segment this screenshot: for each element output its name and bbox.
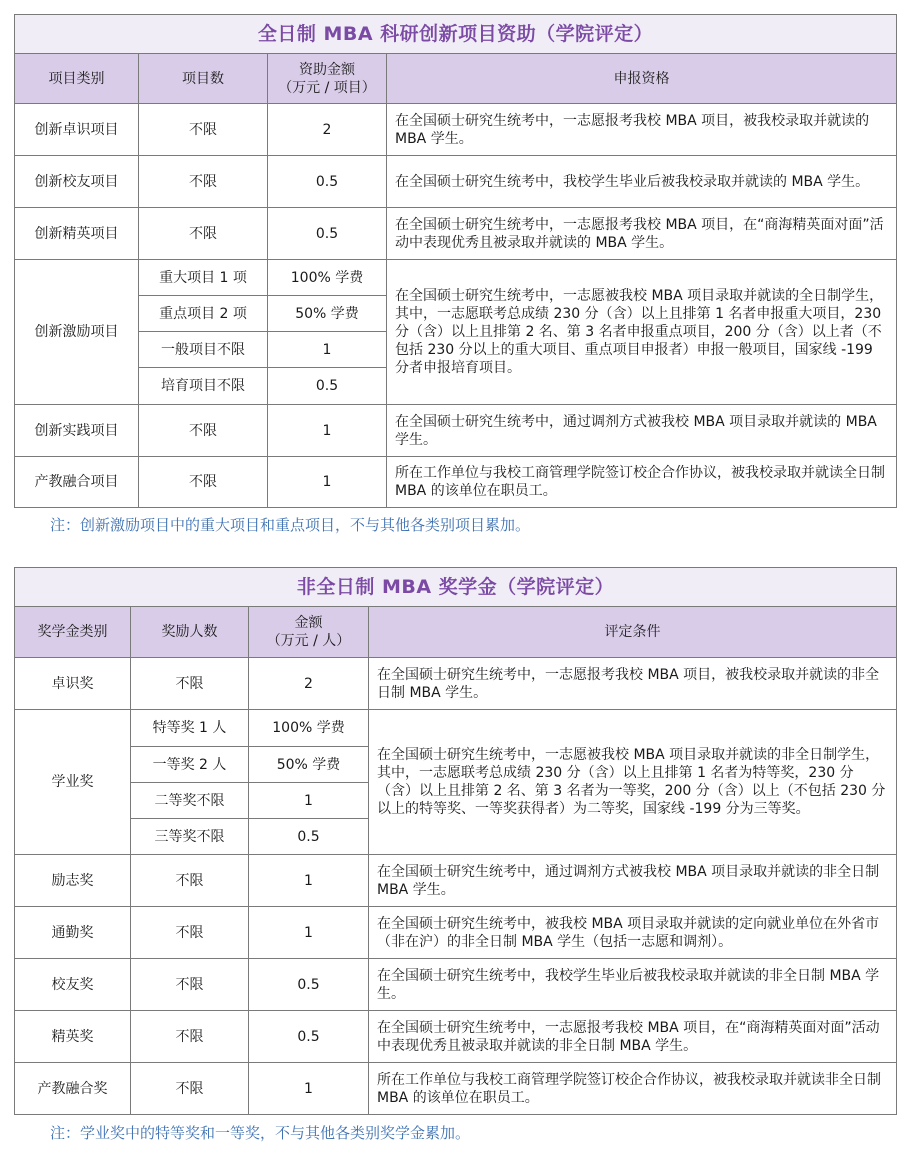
row-count: 不限 bbox=[131, 1011, 249, 1063]
table-row bbox=[15, 855, 897, 907]
row-qualification: 在全国硕士研究生统考中，我校学生毕业后被我校录取并就读的 MBA 学生。 bbox=[387, 156, 897, 208]
table-row bbox=[15, 208, 897, 260]
table1-title: 全日制 MBA 科研创新项目资助（学院评定） bbox=[15, 15, 897, 54]
row-amount: 2 bbox=[268, 104, 387, 156]
table2-header-amount: 金额 （万元 / 人） bbox=[249, 607, 369, 658]
row-category: 创新精英项目 bbox=[15, 208, 139, 260]
row-amount: 0.5 bbox=[268, 208, 387, 260]
row-count: 不限 bbox=[131, 658, 249, 710]
row-qualification: 在全国硕士研究生统考中，通过调剂方式被我校 MBA 项目录取并就读的 MBA 学生。 bbox=[387, 405, 897, 457]
row-qualification: 在全国硕士研究生统考中，一志愿报考我校 MBA 项目，被我校录取并就读的 MBA 学生。 bbox=[387, 104, 897, 156]
row-category: 产教融合奖 bbox=[15, 1063, 131, 1115]
row-amount: 100% 学费 bbox=[268, 260, 387, 296]
row-category: 通勤奖 bbox=[15, 907, 131, 959]
row-count: 不限 bbox=[131, 959, 249, 1011]
row-amount: 2 bbox=[249, 658, 369, 710]
row-category: 创新实践项目 bbox=[15, 405, 139, 457]
row-category: 创新卓识项目 bbox=[15, 104, 139, 156]
table2-header-count: 奖励人数 bbox=[131, 607, 249, 658]
row-count: 重点项目 2 项 bbox=[139, 296, 268, 332]
table-row bbox=[15, 405, 897, 457]
row-count: 一等奖 2 人 bbox=[131, 747, 249, 783]
table1-header-qualification: 申报资格 bbox=[387, 54, 897, 104]
table1-header-amount: 资助金额 （万元 / 项目） bbox=[268, 54, 387, 104]
row-count: 三等奖不限 bbox=[131, 819, 249, 855]
row-amount: 1 bbox=[249, 783, 369, 819]
table-row bbox=[15, 260, 897, 296]
row-count: 不限 bbox=[131, 855, 249, 907]
row-condition: 在全国硕士研究生统考中，一志愿被我校 MBA 项目录取并就读的非全日制学生，其中，一志愿联考总成绩 230 分（含）以上且排第 1 名者为特等奖，230 分（含）以上且排第 2 名、第 3 名者为一等奖，200 分（含）以上（不包括 230 分以上的特等奖、一等奖获得者）为二等奖，国家线 -199 分为三等奖。 bbox=[369, 710, 897, 855]
row-amount: 1 bbox=[268, 332, 387, 368]
table-row bbox=[15, 1011, 897, 1063]
table1-header-category: 项目类别 bbox=[15, 54, 139, 104]
row-condition: 在全国硕士研究生统考中，一志愿报考我校 MBA 项目，在“商海精英面对面”活动中表现优秀且被录取并就读的非全日制 MBA 学生。 bbox=[369, 1011, 897, 1063]
row-category: 产教融合项目 bbox=[15, 457, 139, 508]
table1-header-count: 项目数 bbox=[139, 54, 268, 104]
row-count: 不限 bbox=[139, 156, 268, 208]
table1-section bbox=[14, 14, 896, 508]
table-row bbox=[15, 959, 897, 1011]
row-amount: 100% 学费 bbox=[249, 710, 369, 747]
row-qualification: 在全国硕士研究生统考中，一志愿被我校 MBA 项目录取并就读的全日制学生，其中，一志愿联考总成绩 230 分（含）以上且排第 1 名者申报重大项目，230 分（含）以上且排第 2 名、第 3 名者申报重点项目，200 分（含）以上者（不包括 230 分以上的重大项目、重点项目申报者）申报一般项目，国家线 -199 分者申报培育项目。 bbox=[387, 260, 897, 405]
row-amount: 0.5 bbox=[249, 959, 369, 1011]
table1-note: 注：创新激励项目中的重大项目和重点项目，不与其他各类别项目累加。 bbox=[50, 516, 531, 534]
row-condition: 在全国硕士研究生统考中，我校学生毕业后被我校录取并就读的非全日制 MBA 学生。 bbox=[369, 959, 897, 1011]
row-amount: 0.5 bbox=[268, 156, 387, 208]
table-row bbox=[15, 1063, 897, 1115]
row-amount: 50% 学费 bbox=[249, 747, 369, 783]
row-count: 不限 bbox=[131, 1063, 249, 1115]
table2-header-category: 奖学金类别 bbox=[15, 607, 131, 658]
row-condition: 在全国硕士研究生统考中，通过调剂方式被我校 MBA 项目录取并就读的非全日制 MBA 学生。 bbox=[369, 855, 897, 907]
table-row bbox=[15, 907, 897, 959]
row-condition: 在全国硕士研究生统考中，一志愿报考我校 MBA 项目，被我校录取并就读的非全日制 MBA 学生。 bbox=[369, 658, 897, 710]
table-row bbox=[15, 457, 897, 508]
row-amount: 1 bbox=[249, 1063, 369, 1115]
row-count: 特等奖 1 人 bbox=[131, 710, 249, 747]
row-qualification: 所在工作单位与我校工商管理学院签订校企合作协议，被我校录取并就读全日制 MBA 的该单位在职员工。 bbox=[387, 457, 897, 508]
row-condition: 在全国硕士研究生统考中，被我校 MBA 项目录取并就读的定向就业单位在外省市（非在沪）的非全日制 MBA 学生（包括一志愿和调剂）。 bbox=[369, 907, 897, 959]
row-condition: 所在工作单位与我校工商管理学院签订校企合作协议，被我校录取并就读非全日制 MBA 的该单位在职员工。 bbox=[369, 1063, 897, 1115]
mba-fulltime-funding-table bbox=[14, 14, 897, 508]
row-amount: 50% 学费 bbox=[268, 296, 387, 332]
row-category: 校友奖 bbox=[15, 959, 131, 1011]
row-category: 卓识奖 bbox=[15, 658, 131, 710]
row-amount: 1 bbox=[249, 907, 369, 959]
row-count: 不限 bbox=[139, 457, 268, 508]
row-amount: 1 bbox=[268, 457, 387, 508]
mba-parttime-scholarship-table bbox=[14, 567, 897, 1115]
row-category: 精英奖 bbox=[15, 1011, 131, 1063]
row-count: 二等奖不限 bbox=[131, 783, 249, 819]
row-count: 重大项目 1 项 bbox=[139, 260, 268, 296]
table-row bbox=[15, 156, 897, 208]
table2-title: 非全日制 MBA 奖学金（学院评定） bbox=[15, 568, 897, 607]
table-row bbox=[15, 104, 897, 156]
row-count: 不限 bbox=[131, 907, 249, 959]
row-count: 一般项目不限 bbox=[139, 332, 268, 368]
row-count: 不限 bbox=[139, 104, 268, 156]
row-amount: 0.5 bbox=[249, 819, 369, 855]
row-count: 培育项目不限 bbox=[139, 368, 268, 405]
table-row bbox=[15, 658, 897, 710]
row-category: 学业奖 bbox=[15, 710, 131, 855]
row-qualification: 在全国硕士研究生统考中，一志愿报考我校 MBA 项目，在“商海精英面对面”活动中表现优秀且被录取并就读的 MBA 学生。 bbox=[387, 208, 897, 260]
row-category: 创新校友项目 bbox=[15, 156, 139, 208]
table2-section bbox=[14, 567, 896, 1115]
row-category: 创新激励项目 bbox=[15, 260, 139, 405]
row-count: 不限 bbox=[139, 208, 268, 260]
row-amount: 0.5 bbox=[249, 1011, 369, 1063]
row-count: 不限 bbox=[139, 405, 268, 457]
table2-note: 注：学业奖中的特等奖和一等奖，不与其他各类别奖学金累加。 bbox=[50, 1124, 471, 1142]
row-amount: 1 bbox=[249, 855, 369, 907]
table2-header-condition: 评定条件 bbox=[369, 607, 897, 658]
row-amount: 1 bbox=[268, 405, 387, 457]
row-category: 励志奖 bbox=[15, 855, 131, 907]
table-row bbox=[15, 710, 897, 747]
row-amount: 0.5 bbox=[268, 368, 387, 405]
